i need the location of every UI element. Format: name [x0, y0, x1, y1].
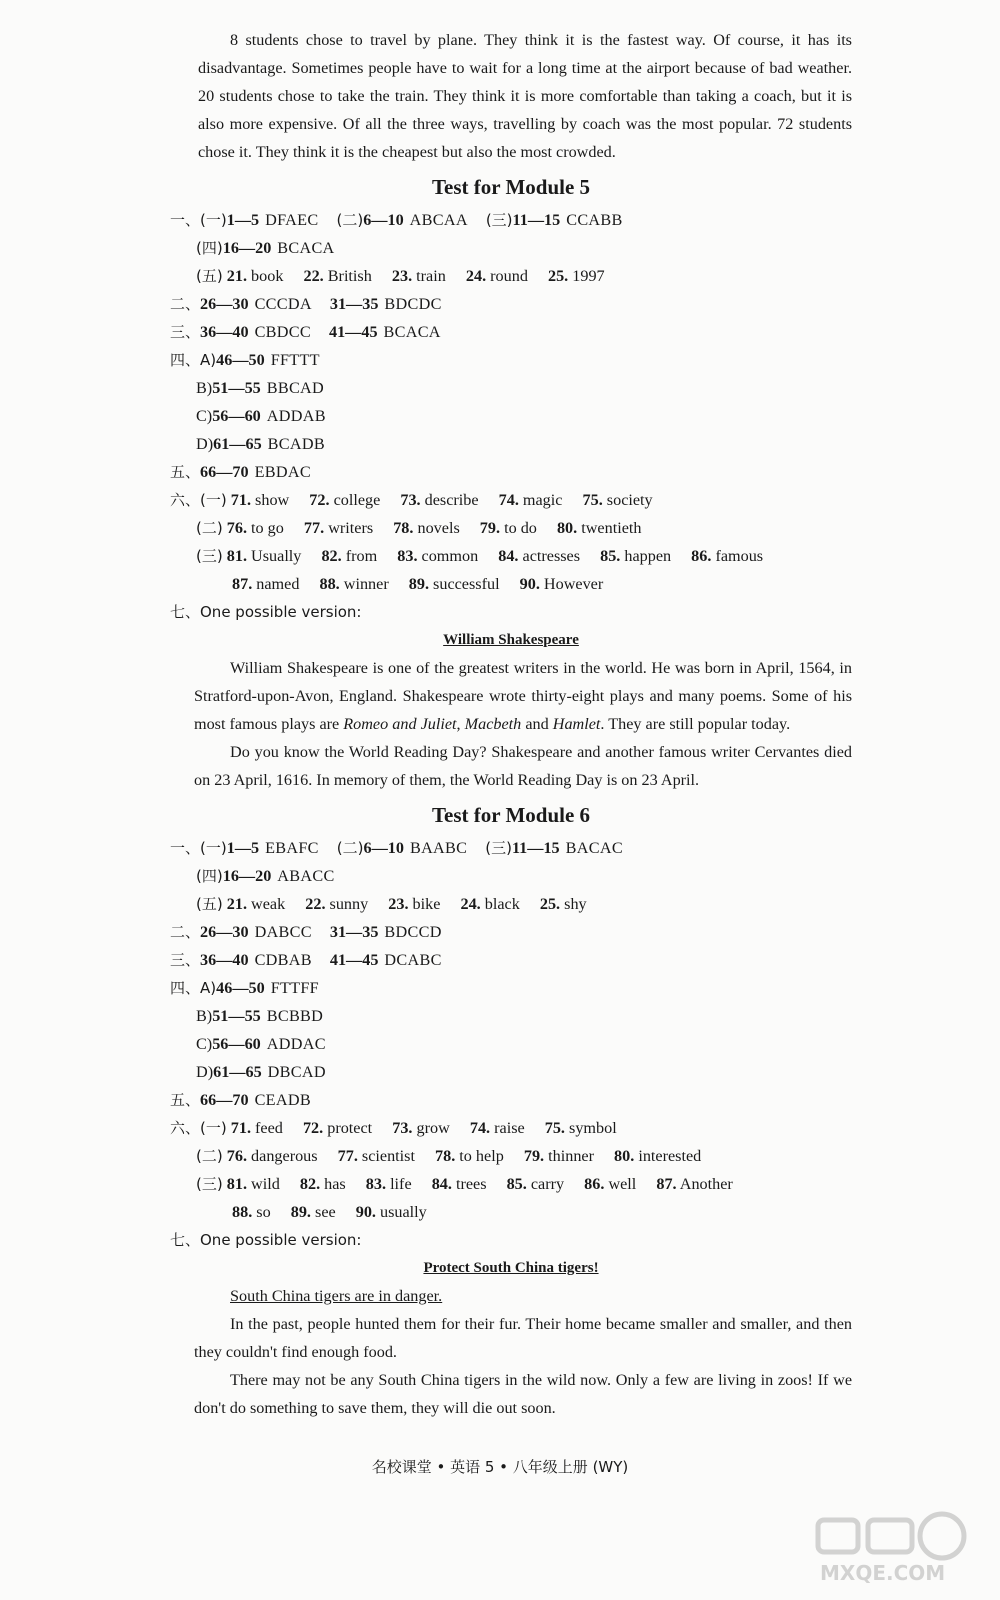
m6-essay-paragraph-2: There may not be any South China tigers in the wild now. Only a few are living in zoos! If we don't do something to save them, they will die out soon.: [194, 1371, 852, 1417]
m6-essay-paragraph-0: South China tigers are in danger.: [230, 1287, 443, 1305]
m6-row-14: 88. so 89. see 90. usually: [232, 1203, 427, 1221]
m5-row-8: C)56—60 ADDAB: [196, 407, 326, 425]
m5-row-15: 七、One possible version:: [170, 603, 362, 621]
page-footer: 名校课堂 • 英语 5 • 八年级上册 (WY): [371, 1458, 629, 1476]
m5-row-12: (二) 76. to go 77. writers 78. novels 79. to do 80. twentieth: [196, 519, 642, 537]
m6-row-2: (四)16—20 ABACC: [196, 867, 335, 885]
m5-essay-title: William Shakespeare: [443, 632, 579, 648]
m6-essay-paragraph-1: In the past, people hunted them for their fur. Their home became smaller and smaller, and then they couldn't find enough food.: [194, 1315, 852, 1361]
m6-row-1: 一、(一)1—5 EBAFC (二)6—10 BAABC (三)11—15 BACAC: [170, 839, 623, 857]
m5-row-10: 五、66—70 EBDAC: [170, 463, 311, 481]
m5-row-2: (四)16—20 BCACA: [196, 239, 335, 257]
m6-row-11: 六、(一) 71. feed 72. protect 73. grow 74. raise 75. symbol: [170, 1119, 617, 1137]
m6-row-9: D)61—65 DBCAD: [196, 1063, 326, 1081]
m6-row-4: 二、26—30 DABCC 31—35 BDCCD: [170, 923, 442, 941]
m5-row-5: 三、36—40 CBDCC 41—45 BCACA: [170, 323, 441, 341]
m5-row-4: 二、26—30 CCCDA 31—35 BDCDC: [170, 295, 442, 313]
watermark-logo: [812, 1506, 972, 1586]
m5-row-11: 六、(一) 71. show 72. college 73. describe 74. magic 75. society: [170, 491, 653, 509]
m5-essay-paragraph-1: William Shakespeare is one of the greatest writers in the world. He was born in April, 1564, in Stratford-upon-Avon, England. Shakespeare wrote thirty-eight plays and many poems. Some of his most famous plays are Romeo and Juliet, Macbeth and Hamlet. They are still popular today.: [194, 659, 852, 733]
m5-row-7: B)51—55 BBCAD: [196, 379, 325, 397]
module5-title: Test for Module 5: [431, 175, 591, 199]
m5-row-6: 四、A)46—50 FFTTT: [170, 351, 320, 369]
m5-row-14: 87. named 88. winner 89. successful 90. However: [232, 575, 604, 593]
m6-essay-title: Protect South China tigers!: [423, 1260, 599, 1276]
m6-row-10: 五、66—70 CEADB: [170, 1091, 311, 1109]
m6-row-15: 七、One possible version:: [170, 1231, 362, 1249]
m6-row-5: 三、36—40 CDBAB 41—45 DCABC: [170, 951, 442, 969]
m6-row-3: (五) 21. weak 22. sunny 23. bike 24. black 25. shy: [196, 895, 587, 913]
m6-row-13: (三) 81. wild 82. has 83. life 84. trees 85. carry 86. well 87. Another: [196, 1175, 733, 1193]
intro-paragraph: 8 students chose to travel by plane. They think it is the fastest way. Of course, it has its disadvantage. Sometimes people have to wait for a long time at the airport because of bad weather. 20 students chose to take the train. They think it is more comfortable than taking a coach, but it is also more expensive. Of all the three ways, travelling by coach was the most popular. 72 students chose it. They think it is the cheapest but also the most crowded.: [198, 31, 852, 161]
m5-row-3: (五) 21. book 22. British 23. train 24. round 25. 1997: [196, 267, 605, 285]
m6-row-7: B)51—55 BCBBD: [196, 1007, 324, 1025]
m5-essay-paragraph-2: Do you know the World Reading Day? Shakespeare and another famous writer Cervantes died on 23 April, 1616. In memory of them, the World Reading Day is on 23 April.: [194, 743, 852, 789]
m6-row-6: 四、A)46—50 FTTFF: [170, 979, 319, 997]
m6-row-12: (二) 76. dangerous 77. scientist 78. to help 79. thinner 80. interested: [196, 1147, 702, 1165]
answer-page: [170, 26, 852, 1422]
m5-row-9: D)61—65 BCADB: [196, 435, 325, 453]
m5-row-1: 一、(一)1—5 DFAEC (二)6—10 ABCAA (三)11—15 CCABB: [170, 211, 623, 229]
watermark-text: MXQE.COM: [820, 1561, 946, 1585]
module6-title: Test for Module 6: [431, 803, 591, 827]
m5-row-13: (三) 81. Usually 82. from 83. common 84. actresses 85. happen 86. famous: [196, 547, 764, 565]
m6-row-8: C)56—60 ADDAC: [196, 1035, 326, 1053]
